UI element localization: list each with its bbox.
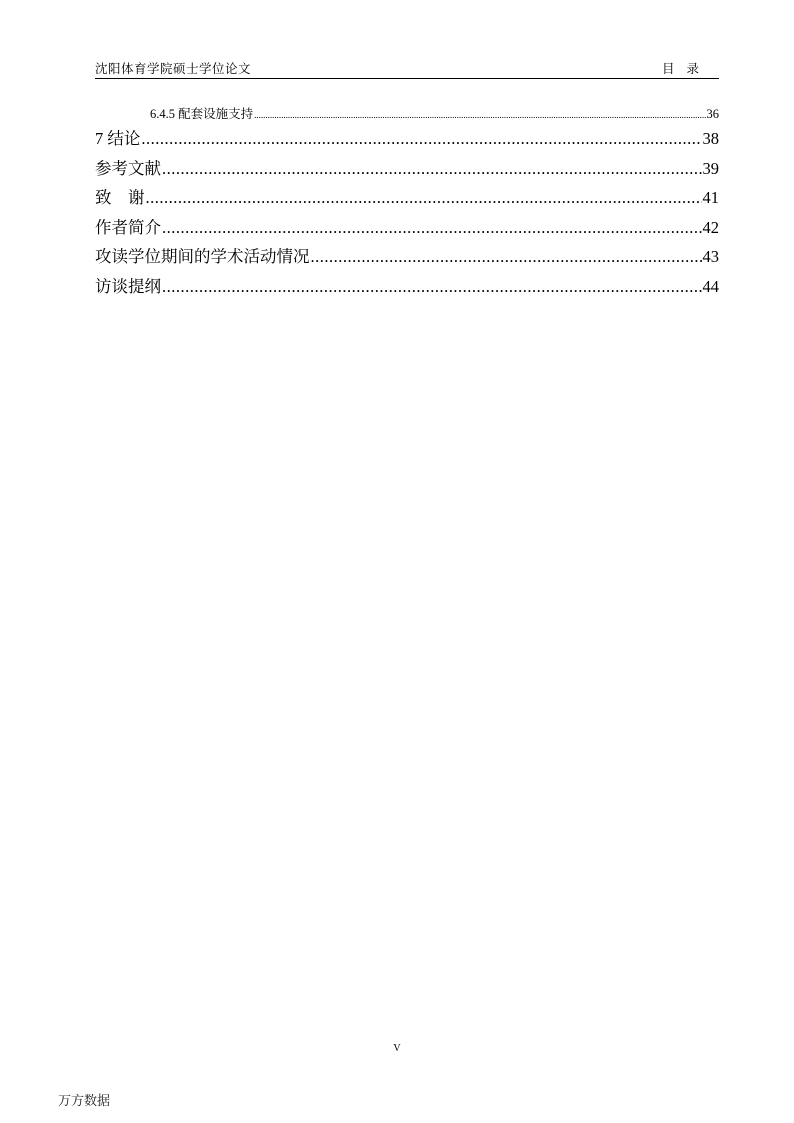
toc-entry[interactable] [95, 125, 719, 155]
toc-entry-title: 作者简介 [95, 217, 161, 237]
toc-entry-title: 6.4.5 配套设施支持 [150, 107, 254, 121]
toc-entry-page: 42 [702, 217, 719, 237]
toc-entry[interactable] [95, 184, 719, 214]
toc-entry-title: 访谈提纲 [95, 276, 161, 296]
page-number: V [393, 1043, 401, 1054]
toc-entry[interactable] [95, 100, 719, 125]
toc-leader-dots [254, 110, 705, 120]
toc-entry-page: 39 [702, 158, 719, 178]
toc-entry-page: 41 [702, 188, 719, 207]
toc-entry[interactable] [95, 214, 719, 244]
toc-entry-title: 7 结论 [95, 129, 141, 148]
source-watermark: 万方数据 [58, 1094, 111, 1109]
toc-entry-title: 参考文献 [95, 158, 161, 178]
toc-entry[interactable] [95, 273, 719, 303]
toc-entry-page: 43 [702, 247, 719, 266]
toc-leader-dots [141, 129, 701, 149]
toc-leader-dots [162, 277, 702, 297]
toc-leader-dots [162, 159, 702, 179]
running-header [95, 58, 719, 79]
toc-entry[interactable] [95, 243, 719, 273]
toc-entry-title: 致 谢 [95, 188, 145, 207]
toc-leader-dots [146, 188, 702, 208]
toc-entry-page: 38 [702, 129, 719, 148]
header-thesis-title: 沈阳体育学院硕士学位论文 [95, 61, 252, 76]
toc-entry-title: 攻读学位期间的学术活动情况 [95, 247, 310, 266]
toc-entry-page: 44 [702, 276, 719, 296]
toc-leader-dots [162, 218, 702, 238]
toc-entry[interactable] [95, 155, 719, 185]
table-of-contents [95, 100, 719, 302]
toc-leader-dots [311, 247, 702, 267]
header-section-title: 目录 [661, 61, 711, 76]
toc-entry-page: 36 [706, 107, 719, 121]
